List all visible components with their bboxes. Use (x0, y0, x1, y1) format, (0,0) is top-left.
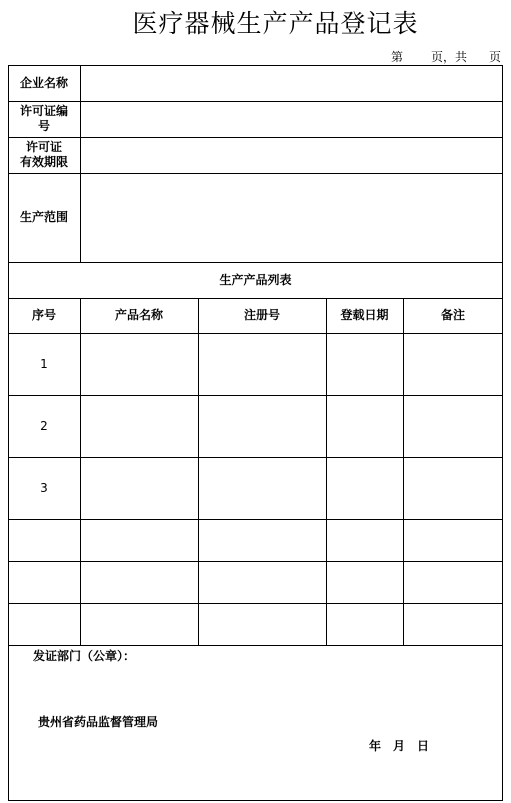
document-title: 医疗器械生产产品登记表 (132, 9, 419, 38)
column-header-listing-date: 登载日期 (340, 308, 389, 322)
issuing-authority-name: 贵州省药品监督管理局 (38, 715, 159, 729)
column-line (403, 298, 404, 645)
table-border-bottom (8, 800, 503, 801)
license-number-label-line2: 号 (37, 119, 50, 133)
date-label: 年 月 日 (369, 739, 430, 753)
column-line (326, 298, 327, 645)
row-line (8, 645, 503, 646)
column-header-registration-number: 注册号 (243, 308, 280, 322)
row-number: 1 (40, 356, 48, 371)
license-number-label (8, 101, 80, 137)
company-name-field[interactable] (81, 66, 502, 101)
page-di-label: 第 (391, 50, 404, 64)
company-name-label: 企业名称 (19, 75, 68, 90)
page-ye-gong-label: 页，共 (431, 50, 468, 64)
row-number: 2 (40, 418, 48, 433)
production-scope-label: 生产范围 (19, 210, 68, 224)
row-line (8, 457, 503, 458)
license-validity-field[interactable] (81, 138, 502, 173)
page-ye-label: 页 (489, 50, 502, 64)
row-line (8, 603, 503, 604)
license-validity-label-line2: 有效期限 (19, 155, 68, 169)
registration-table (8, 65, 503, 801)
table-border-right (502, 65, 503, 801)
page-number-line (0, 48, 511, 64)
production-scope-field[interactable] (81, 174, 502, 262)
product-list-heading: 生产产品列表 (219, 272, 292, 287)
license-validity-label-line1: 许可证 (25, 140, 62, 154)
license-number-field[interactable] (81, 102, 502, 137)
row-line (8, 333, 503, 334)
column-line (80, 298, 81, 645)
column-line (198, 298, 199, 645)
license-validity-label (8, 137, 80, 173)
column-header-remarks: 备注 (440, 308, 465, 322)
row-number: 3 (40, 480, 48, 495)
license-number-label-line1: 许可证编 (19, 104, 68, 118)
row-line (8, 561, 503, 562)
row-line (8, 395, 503, 396)
row-line (8, 519, 503, 520)
column-header-product-name: 产品名称 (114, 308, 163, 322)
column-header-serial: 序号 (31, 308, 56, 322)
issuing-department-label: 发证部门（公章）： (33, 649, 136, 663)
